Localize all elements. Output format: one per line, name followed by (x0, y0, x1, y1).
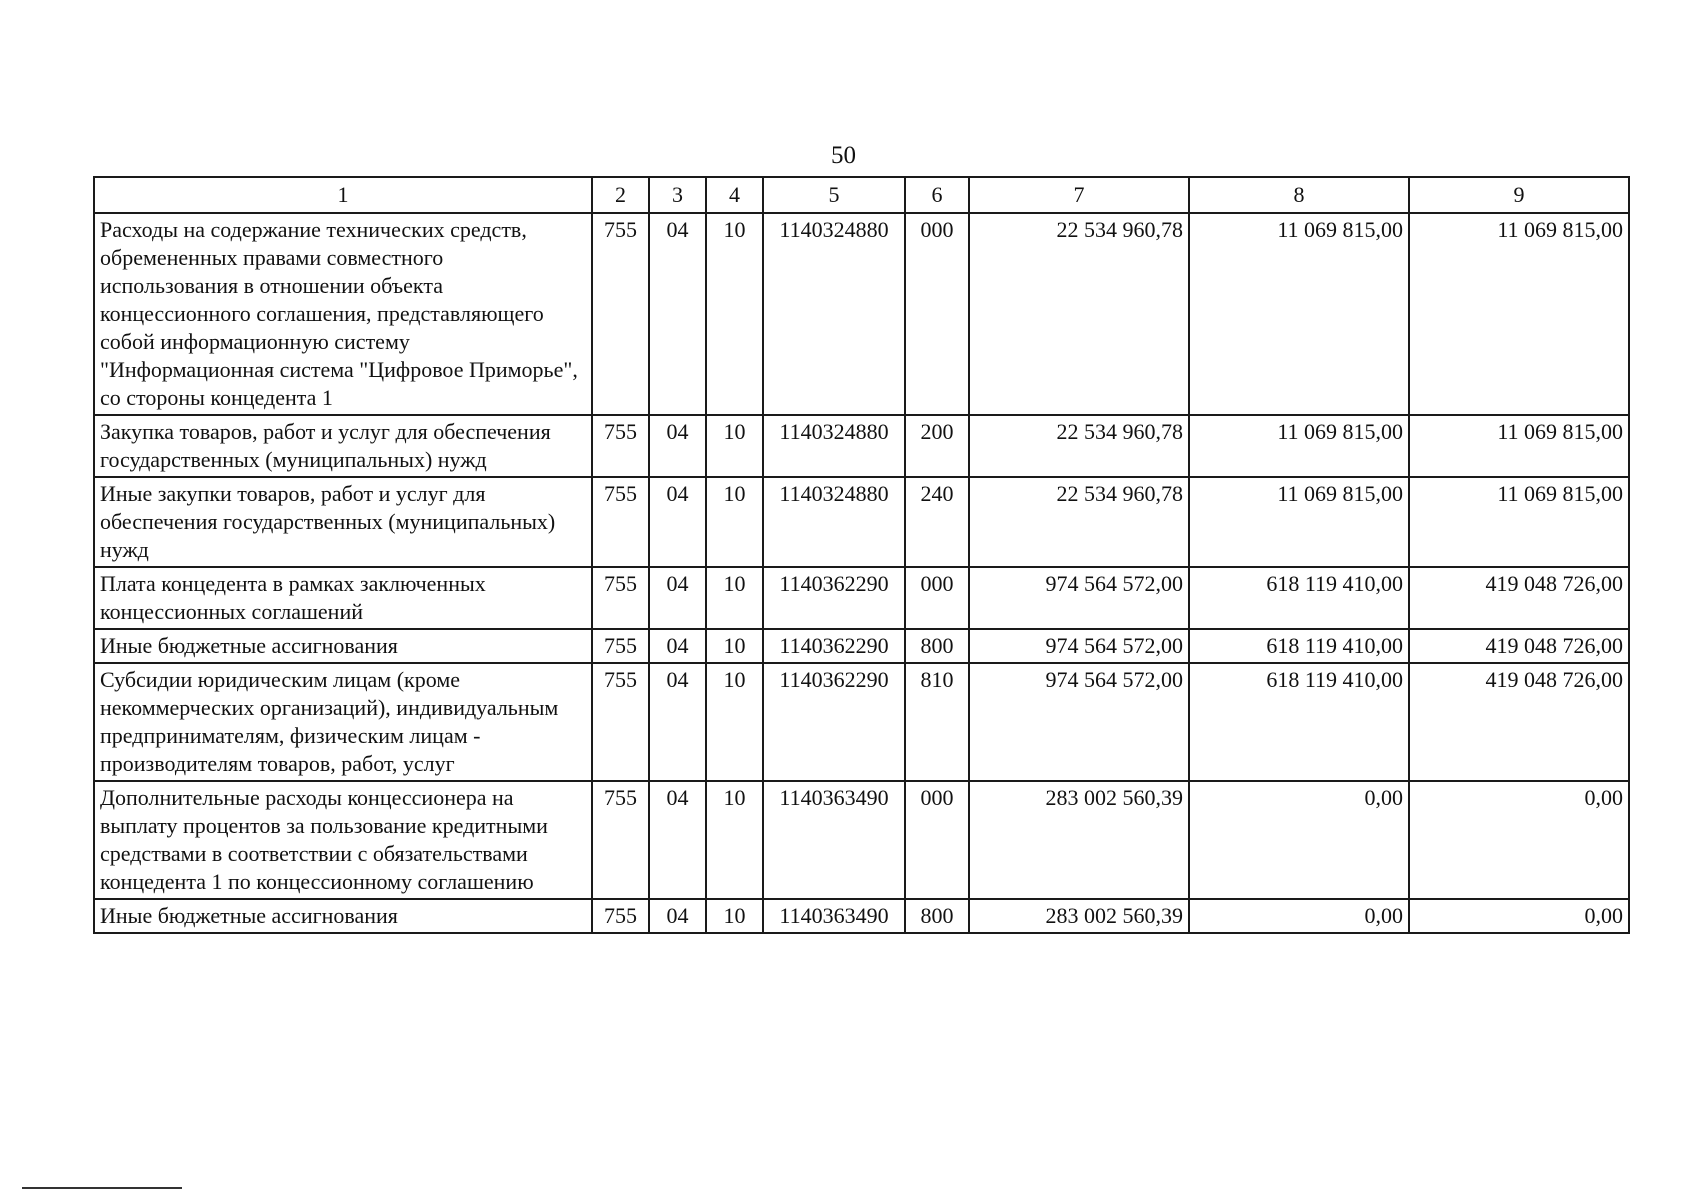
subsection-code: 10 (706, 781, 763, 899)
subsection-code: 10 (706, 213, 763, 415)
grbs-code: 755 (592, 899, 649, 933)
section-code: 04 (649, 663, 706, 781)
subsection-code: 10 (706, 567, 763, 629)
expense-type-code: 000 (905, 781, 969, 899)
amount-col-7: 974 564 572,00 (969, 567, 1189, 629)
target-article-code: 1140363490 (763, 781, 905, 899)
column-header: 9 (1409, 177, 1629, 213)
amount-col-8: 0,00 (1189, 899, 1409, 933)
section-code: 04 (649, 567, 706, 629)
table-row (94, 567, 1629, 629)
target-article-code: 1140362290 (763, 629, 905, 663)
amount-col-7: 22 534 960,78 (969, 415, 1189, 477)
column-header: 5 (763, 177, 905, 213)
grbs-code: 755 (592, 477, 649, 567)
amount-col-9: 419 048 726,00 (1409, 663, 1629, 781)
amount-col-8: 11 069 815,00 (1189, 477, 1409, 567)
amount-col-9: 11 069 815,00 (1409, 213, 1629, 415)
column-header: 1 (94, 177, 592, 213)
expense-name: Иные бюджетные ассигнования (94, 899, 592, 933)
amount-col-9: 0,00 (1409, 899, 1629, 933)
amount-col-9: 419 048 726,00 (1409, 629, 1629, 663)
subsection-code: 10 (706, 477, 763, 567)
amount-col-7: 974 564 572,00 (969, 663, 1189, 781)
amount-col-8: 618 119 410,00 (1189, 663, 1409, 781)
amount-col-8: 618 119 410,00 (1189, 567, 1409, 629)
column-number-row (94, 177, 1629, 213)
section-code: 04 (649, 477, 706, 567)
table-row (94, 899, 1629, 933)
expense-name: Плата концедента в рамках заключенных концессионных соглашений (94, 567, 592, 629)
expense-type-code: 240 (905, 477, 969, 567)
column-header: 4 (706, 177, 763, 213)
column-header: 6 (905, 177, 969, 213)
section-code: 04 (649, 629, 706, 663)
table-row (94, 415, 1629, 477)
amount-col-8: 0,00 (1189, 781, 1409, 899)
budget-table (93, 176, 1630, 934)
table-row (94, 477, 1629, 567)
column-header: 8 (1189, 177, 1409, 213)
target-article-code: 1140324880 (763, 477, 905, 567)
subsection-code: 10 (706, 415, 763, 477)
amount-col-9: 11 069 815,00 (1409, 477, 1629, 567)
grbs-code: 755 (592, 781, 649, 899)
amount-col-7: 22 534 960,78 (969, 477, 1189, 567)
section-code: 04 (649, 899, 706, 933)
subsection-code: 10 (706, 899, 763, 933)
amount-col-8: 618 119 410,00 (1189, 629, 1409, 663)
expense-type-code: 000 (905, 213, 969, 415)
table-row (94, 629, 1629, 663)
grbs-code: 755 (592, 629, 649, 663)
target-article-code: 1140362290 (763, 567, 905, 629)
amount-col-7: 283 002 560,39 (969, 899, 1189, 933)
amount-col-8: 11 069 815,00 (1189, 415, 1409, 477)
table-row (94, 781, 1629, 899)
expense-name: Закупка товаров, работ и услуг для обеспечения государственных (муниципальных) нужд (94, 415, 592, 477)
target-article-code: 1140324880 (763, 213, 905, 415)
grbs-code: 755 (592, 567, 649, 629)
section-code: 04 (649, 415, 706, 477)
section-code: 04 (649, 781, 706, 899)
expense-name: Иные закупки товаров, работ и услуг для обеспечения государственных (муниципальных) нужд (94, 477, 592, 567)
amount-col-7: 22 534 960,78 (969, 213, 1189, 415)
amount-col-8: 11 069 815,00 (1189, 213, 1409, 415)
expense-name: Иные бюджетные ассигнования (94, 629, 592, 663)
target-article-code: 1140362290 (763, 663, 905, 781)
amount-col-9: 419 048 726,00 (1409, 567, 1629, 629)
grbs-code: 755 (592, 213, 649, 415)
amount-col-9: 0,00 (1409, 781, 1629, 899)
subsection-code: 10 (706, 629, 763, 663)
page-number: 50 (831, 142, 856, 169)
target-article-code: 1140324880 (763, 415, 905, 477)
column-header: 3 (649, 177, 706, 213)
table-row (94, 663, 1629, 781)
expense-type-code: 000 (905, 567, 969, 629)
table-row (94, 213, 1629, 415)
expense-name: Субсидии юридическим лицам (кроме некоммерческих организаций), индивидуальным предпринимателям, физическим лицам - производителям товаров, работ, услуг (94, 663, 592, 781)
expense-type-code: 810 (905, 663, 969, 781)
footnote-rule (22, 1187, 182, 1189)
expense-type-code: 800 (905, 899, 969, 933)
subsection-code: 10 (706, 663, 763, 781)
grbs-code: 755 (592, 663, 649, 781)
column-header: 7 (969, 177, 1189, 213)
target-article-code: 1140363490 (763, 899, 905, 933)
column-header: 2 (592, 177, 649, 213)
expense-name: Расходы на содержание технических средств, обремененных правами совместного использования в отношении объекта концессионного соглашения, представляющего собой информационную систему "Информационная система "Цифровое Приморье", со стороны концедента 1 (94, 213, 592, 415)
expense-name: Дополнительные расходы концессионера на выплату процентов за пользование кредитными средствами в соответствии с обязательствами концедента 1 по концессионному соглашению (94, 781, 592, 899)
amount-col-9: 11 069 815,00 (1409, 415, 1629, 477)
expense-type-code: 200 (905, 415, 969, 477)
amount-col-7: 283 002 560,39 (969, 781, 1189, 899)
amount-col-7: 974 564 572,00 (969, 629, 1189, 663)
section-code: 04 (649, 213, 706, 415)
grbs-code: 755 (592, 415, 649, 477)
expense-type-code: 800 (905, 629, 969, 663)
